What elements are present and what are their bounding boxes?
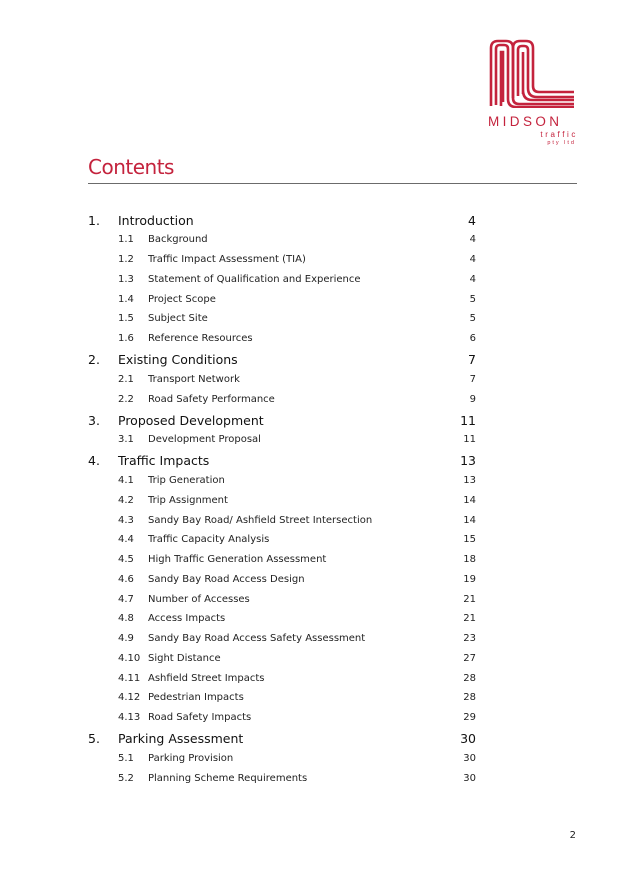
toc-subsection-entry[interactable]: [88, 530, 476, 550]
toc-section-title: Proposed Development: [118, 412, 264, 428]
toc-subsection-page: 14: [463, 494, 476, 506]
toc-subsection-number: 4.8: [118, 613, 134, 625]
midson-traffic-logo-mark-icon: [488, 38, 576, 108]
toc-subsection-number: 3.1: [118, 434, 134, 446]
toc-subsection-page: 27: [463, 652, 476, 664]
toc-subsection-page: 13: [463, 475, 476, 487]
toc-section-page: 13: [460, 453, 476, 469]
toc-subsection-page: 9: [469, 393, 476, 405]
toc-subsection-number: 2.1: [118, 373, 134, 385]
toc-subsection-entry[interactable]: [88, 270, 476, 290]
toc-subsection-number: 4.5: [118, 554, 134, 566]
toc-subsection-entry[interactable]: [88, 570, 476, 590]
toc-subsection-page: 6: [469, 333, 476, 345]
toc-subsection-page: 21: [463, 613, 476, 625]
toc-subsection-title: Project Scope: [148, 293, 216, 305]
toc-section-title: Introduction: [118, 212, 194, 228]
toc-subsection-entry[interactable]: [88, 589, 476, 609]
toc-section-number: 4.: [88, 453, 100, 469]
toc-subsection-entry[interactable]: [88, 491, 476, 511]
toc-subsection-number: 4.12: [118, 692, 141, 704]
toc-subsection-title: Parking Provision: [148, 752, 234, 764]
toc-subsection-entry[interactable]: [88, 289, 476, 309]
title-divider: [88, 183, 577, 184]
toc-subsection-entry[interactable]: [88, 768, 476, 788]
toc-subsection-number: 4.1: [118, 475, 134, 487]
toc-subsection-number: 4.9: [118, 633, 134, 645]
toc-subsection-page: 4: [469, 273, 476, 285]
toc-subsection-title: Ashfield Street Impacts: [148, 672, 265, 684]
toc-subsection-page: 28: [463, 672, 476, 684]
toc-section-title: Existing Conditions: [118, 352, 238, 367]
toc-subsection-page: 19: [463, 573, 476, 585]
toc-subsection-page: 4: [469, 234, 476, 246]
toc-subsection-title: Traffic Impact Assessment (TIA): [148, 254, 306, 266]
toc-section-entry[interactable]: [88, 729, 476, 749]
toc-subsection-entry[interactable]: [88, 230, 476, 250]
toc-subsection-title: High Traffic Generation Assessment: [148, 554, 327, 566]
toc-subsection-title: Traffic Capacity Analysis: [148, 534, 270, 546]
toc-subsection-number: 5.2: [118, 772, 134, 784]
toc-section-number: 5.: [88, 731, 100, 746]
toc-subsection-entry[interactable]: [88, 688, 476, 708]
toc-subsection-entry[interactable]: [88, 430, 476, 450]
toc-subsection-page: 18: [463, 554, 476, 566]
toc-subsection-title: Road Safety Performance: [148, 393, 275, 405]
toc-subsection-entry[interactable]: [88, 510, 476, 530]
toc-subsection-title: Sandy Bay Road Access Design: [148, 573, 305, 585]
toc-subsection-title: Sandy Bay Road Access Safety Assessment: [148, 633, 366, 645]
toc-subsection-entry[interactable]: [88, 329, 476, 349]
table-of-contents: [88, 209, 476, 788]
toc-subsection-number: 4.10: [118, 652, 141, 664]
toc-section-page: 4: [468, 212, 476, 228]
toc-subsection-number: 4.6: [118, 573, 134, 585]
toc-subsection-title: Access Impacts: [148, 613, 226, 625]
toc-subsection-number: 4.4: [118, 534, 134, 546]
toc-subsection-entry[interactable]: [88, 389, 476, 409]
toc-subsection-title: Sight Distance: [148, 652, 221, 664]
toc-subsection-number: 4.3: [118, 514, 134, 526]
toc-subsection-number: 5.1: [118, 752, 134, 764]
toc-subsection-entry[interactable]: [88, 749, 476, 769]
toc-section-entry[interactable]: [88, 410, 476, 430]
toc-section-page: 11: [460, 412, 476, 428]
logo-name: MIDSON: [488, 114, 563, 129]
toc-subsection-entry[interactable]: [88, 629, 476, 649]
toc-subsection-page: 14: [463, 514, 476, 526]
toc-subsection-title: Sandy Bay Road/ Ashfield Street Intersection: [148, 514, 373, 526]
toc-subsection-page: 21: [463, 593, 476, 605]
toc-subsection-entry[interactable]: [88, 370, 476, 390]
toc-section-title: Traffic Impacts: [118, 453, 210, 469]
toc-subsection-title: Trip Assignment: [148, 494, 228, 506]
toc-subsection-entry[interactable]: [88, 250, 476, 270]
toc-subsection-title: Subject Site: [148, 313, 208, 325]
toc-subsection-number: 4.11: [118, 672, 141, 684]
toc-subsection-title: Number of Accesses: [148, 593, 250, 605]
toc-subsection-title: Development Proposal: [148, 434, 261, 446]
logo-tagline: pty ltd: [547, 140, 576, 146]
toc-subsection-number: 1.2: [118, 254, 134, 266]
toc-subsection-page: 29: [463, 712, 476, 724]
toc-subsection-title: Pedestrian Impacts: [148, 692, 244, 704]
toc-subsection-number: 4.2: [118, 494, 134, 506]
toc-subsection-number: 1.5: [118, 313, 134, 325]
toc-subsection-page: 4: [469, 254, 476, 266]
toc-subsection-number: 1.3: [118, 273, 134, 285]
toc-subsection-page: 28: [463, 692, 476, 704]
toc-subsection-page: 30: [463, 752, 476, 764]
toc-section-number: 2.: [88, 352, 100, 367]
toc-section-number: 1.: [88, 212, 100, 228]
page-number: 2: [569, 830, 576, 841]
toc-subsection-entry[interactable]: [88, 309, 476, 329]
logo-subtitle: traffic: [540, 130, 578, 139]
toc-section-entry[interactable]: [88, 350, 476, 370]
toc-subsection-entry[interactable]: [88, 649, 476, 669]
toc-subsection-title: Reference Resources: [148, 333, 253, 345]
toc-subsection-title: Planning Scheme Requirements: [148, 772, 308, 784]
toc-subsection-entry[interactable]: [88, 471, 476, 491]
page-title: Contents: [88, 155, 174, 179]
toc-subsection-number: 2.2: [118, 393, 134, 405]
toc-subsection-title: Road Safety Impacts: [148, 712, 252, 724]
toc-subsection-page: 30: [463, 772, 476, 784]
toc-subsection-page: 11: [463, 434, 476, 446]
toc-subsection-page: 7: [469, 373, 476, 385]
toc-subsection-title: Transport Network: [148, 373, 240, 385]
toc-subsection-entry[interactable]: [88, 550, 476, 570]
toc-subsection-number: 4.7: [118, 593, 134, 605]
toc-subsection-page: 23: [463, 633, 476, 645]
toc-section-title: Parking Assessment: [118, 731, 244, 746]
toc-subsection-title: Statement of Qualification and Experience: [148, 273, 361, 285]
toc-subsection-number: 4.13: [118, 712, 141, 724]
toc-section-entry[interactable]: [88, 451, 476, 471]
toc-subsection-entry[interactable]: [88, 708, 476, 728]
toc-section-entry[interactable]: [88, 210, 476, 230]
toc-subsection-page: 5: [469, 313, 476, 325]
company-logo: [486, 38, 578, 146]
toc-subsection-title: Trip Generation: [148, 475, 225, 487]
toc-subsection-entry[interactable]: [88, 609, 476, 629]
toc-section-number: 3.: [88, 412, 100, 428]
toc-subsection-number: 1.6: [118, 333, 134, 345]
toc-subsection-number: 1.1: [118, 234, 134, 246]
toc-subsection-page: 15: [463, 534, 476, 546]
toc-subsection-title: Background: [148, 234, 208, 246]
toc-section-page: 7: [468, 352, 476, 367]
toc-subsection-page: 5: [469, 293, 476, 305]
toc-subsection-entry[interactable]: [88, 668, 476, 688]
toc-subsection-number: 1.4: [118, 293, 134, 305]
toc-section-page: 30: [460, 731, 476, 746]
